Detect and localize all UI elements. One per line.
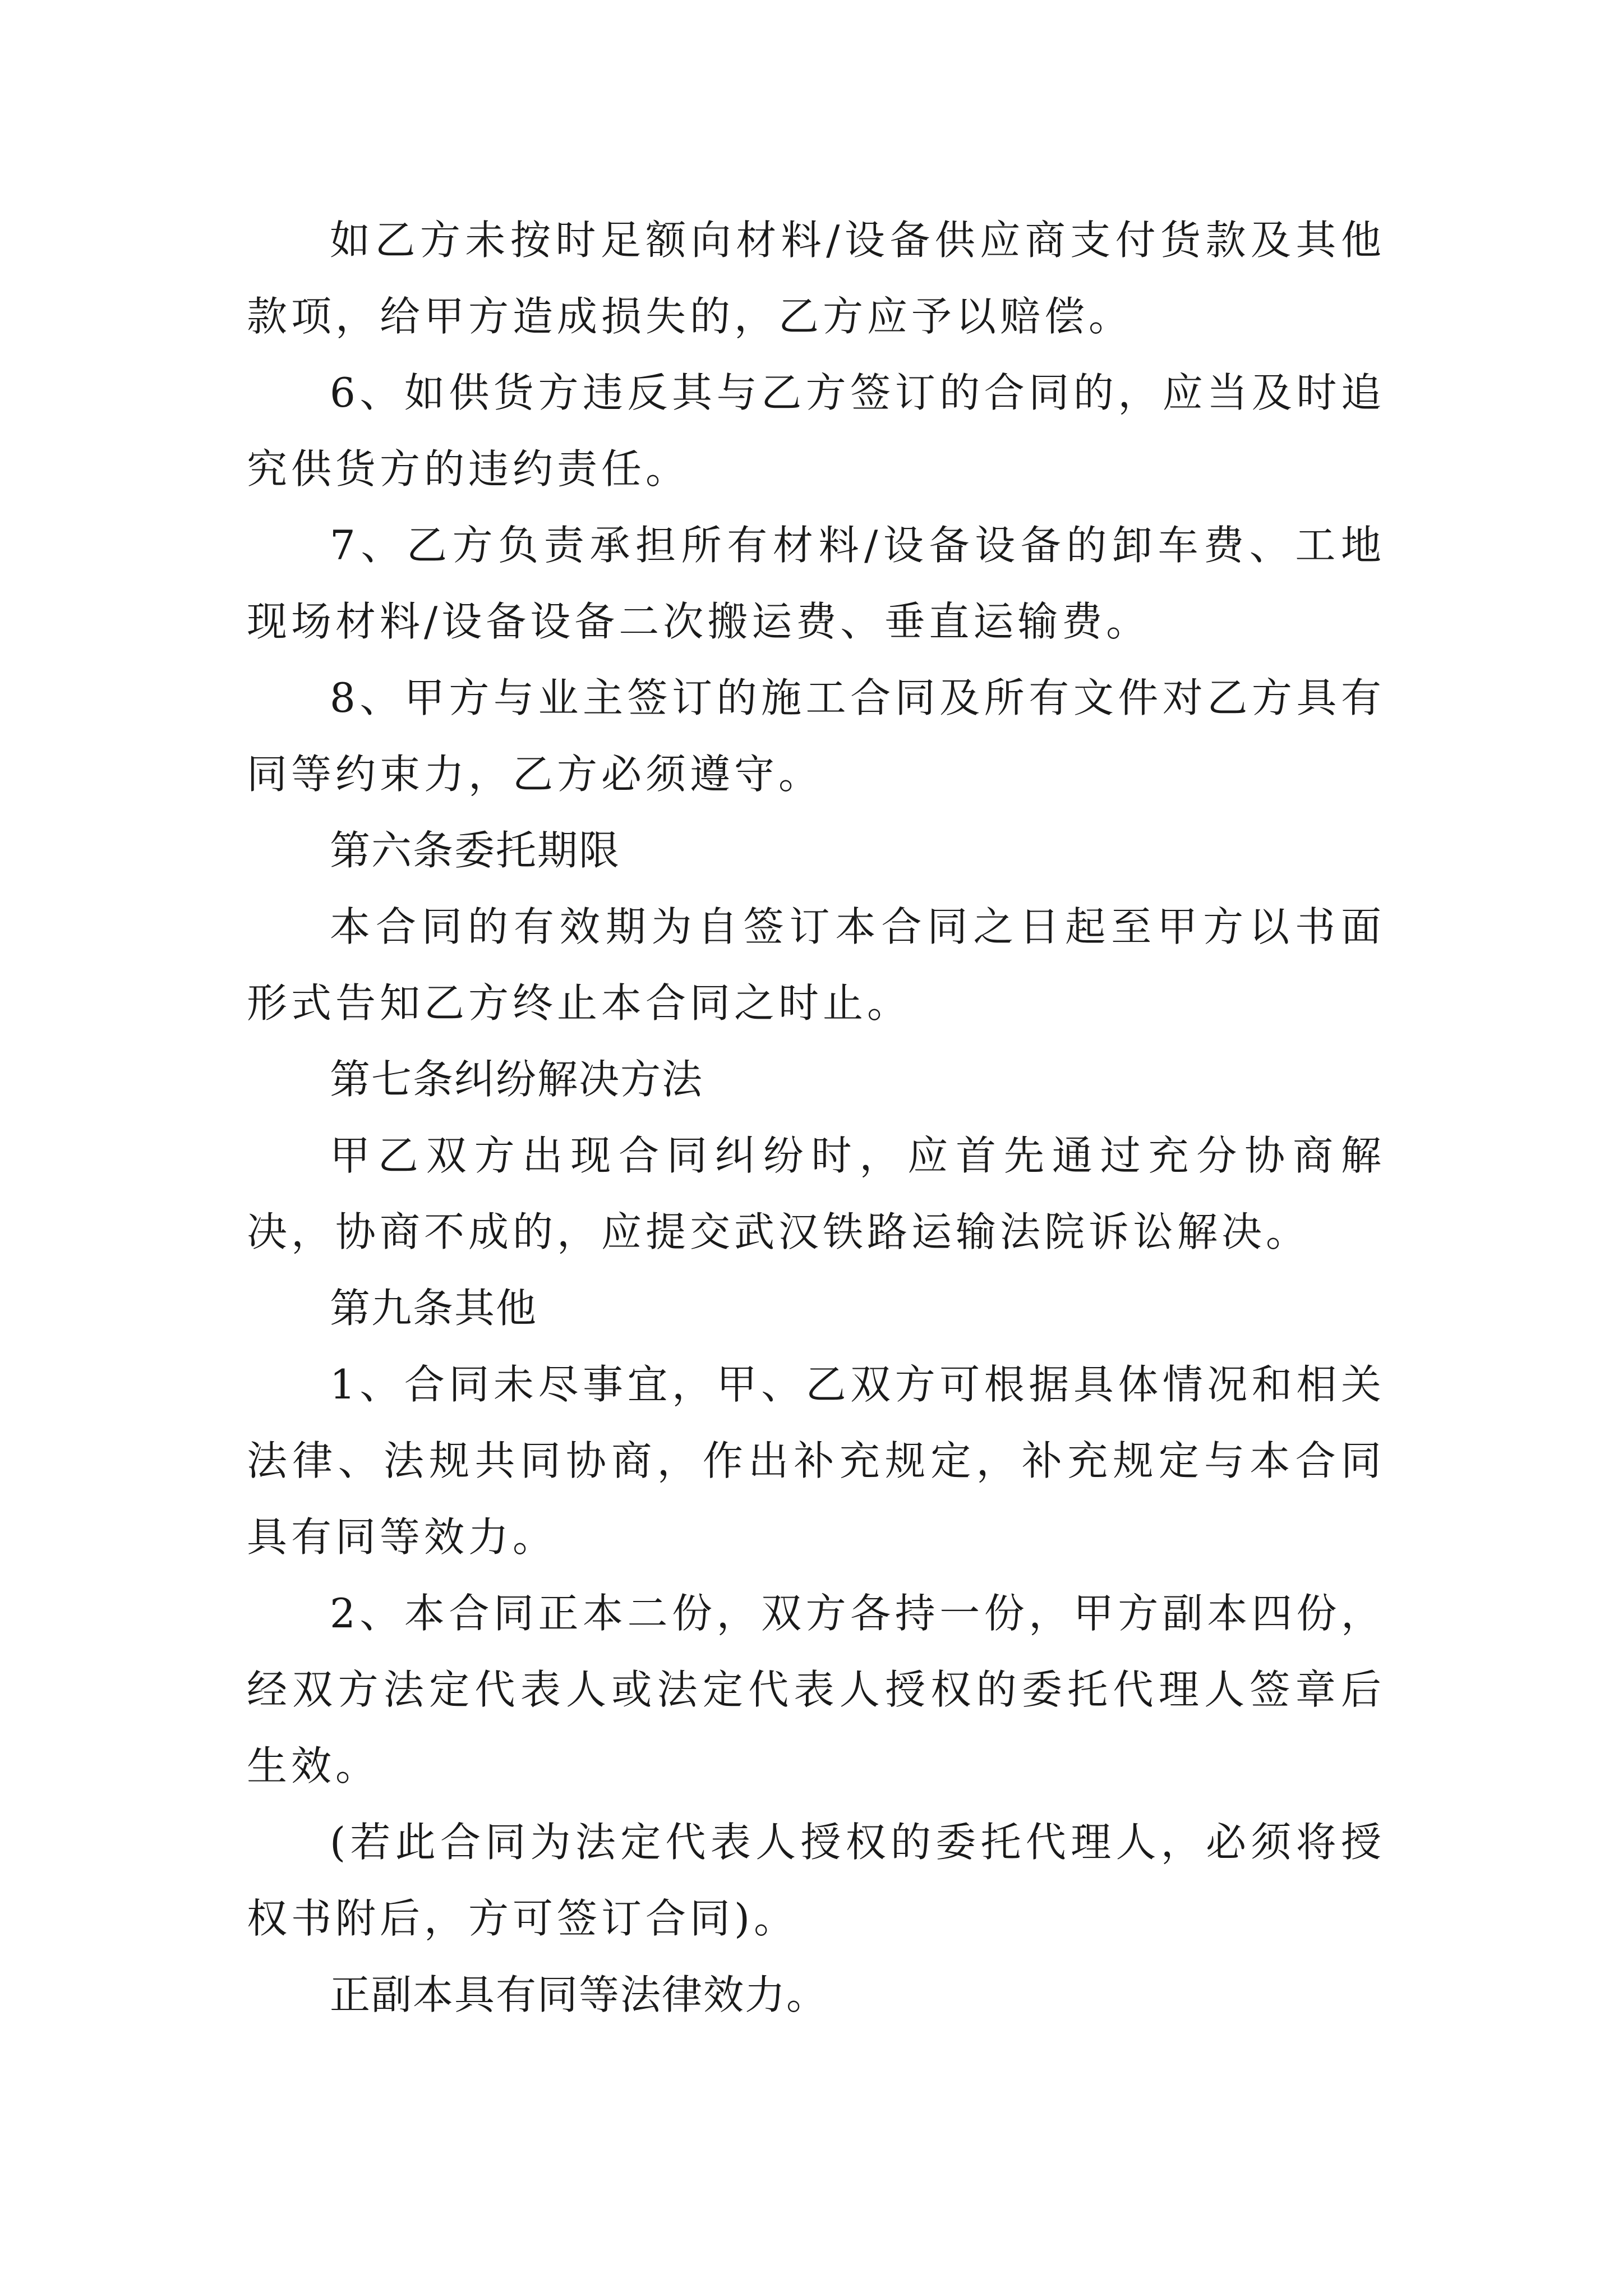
paragraph-other-clause-1: 1、合同未尽事宜，甲、乙双方可根据具体情况和相关法律、法规共同协商，作出补充规定，补充规定与本合同具有同等效力。 bbox=[247, 1361, 1385, 1561]
paragraph-dispute-resolution: 甲乙双方出现合同纠纷时，应首先通过充分协商解决，协商不成的，应提交武汉铁路运输法院诉讼解决。 bbox=[247, 1132, 1385, 1255]
paragraph-clause-7: 7、乙方负责承担所有材料/设备设备的卸车费、工地现场材料/设备设备二次搬运费、垂直运输费。 bbox=[247, 522, 1385, 645]
paragraph-clause-8: 8、甲方与业主签订的施工合同及所有文件对乙方具有同等约束力，乙方必须遵守。 bbox=[247, 674, 1385, 798]
section-heading-article-7: 第七条纠纷解决方法 bbox=[330, 1056, 704, 1103]
paragraph-equal-validity: 正副本具有同等法律效力。 bbox=[330, 1971, 828, 2018]
paragraph-supplier-payment: 如乙方未按时足额向材料/设备供应商支付货款及其他款项，给甲方造成损失的，乙方应予以赔偿。 bbox=[247, 217, 1385, 340]
paragraph-validity-period: 本合同的有效期为自签订本合同之日起至甲方以书面形式告知乙方终止本合同之时止。 bbox=[247, 903, 1385, 1027]
section-heading-article-9: 第九条其他 bbox=[330, 1285, 538, 1332]
paragraph-clause-6: 6、如供货方违反其与乙方签订的合同的，应当及时追究供货方的违约责任。 bbox=[247, 369, 1385, 493]
document-body bbox=[247, 202, 1385, 2033]
paragraph-authorization-note: (若此合同为法定代表人授权的委托代理人，必须将授权书附后，方可签订合同)。 bbox=[247, 1819, 1385, 1942]
paragraph-other-clause-2: 2、本合同正本二份，双方各持一份，甲方副本四份，经双方法定代表人或法定代表人授权的委托代理人签章后生效。 bbox=[247, 1590, 1385, 1789]
section-heading-article-6: 第六条委托期限 bbox=[330, 827, 621, 874]
